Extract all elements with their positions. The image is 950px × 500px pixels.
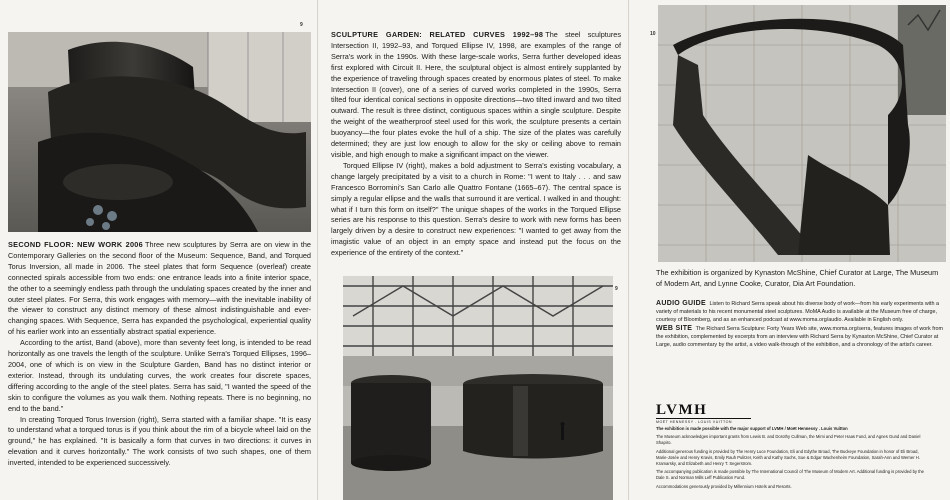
page-number: 9	[615, 286, 618, 292]
exhibition-organizer: The exhibition is organized by Kynaston McShine, Chief Curator at Large, The Museum of Modern Art, and Lynne Cooke, Curator, Dia Art Foundation.	[656, 268, 939, 288]
photo-band-overhead	[658, 5, 946, 262]
second-floor-paragraph-1: Three new sculptures by Serra are on view in the Contemporary Galleries on the second floor of the Museum: Sequence, Band, and Torqued Torus Inversion, all made in 2006. The steel plates that form Sequence (overleaf) create connected spirals accessible from two ends: one entrance leads into a finite interior space, the other to a seemingly endless path through the undulating spaces created by the inner and outer steel plates. For Serra, this work engages with memory—with the inevitable inability of the viewer to construct any distinct memory of these almost indistinguishable and ever-changing spaces. With Sequence, Serra has expanded the psychological, experiential quality of his earlier work into an essentially abstract spatial experience.	[8, 240, 311, 337]
sponsor-line: The accompanying publication is made possible by The International Council of The Museum of Modern Art. Additional funding is provided by the Dale S. and Norman Mills Leff Publication Fund.	[656, 469, 925, 481]
band-photo-drawing	[658, 5, 946, 262]
second-floor-paragraph-3: In creating Torqued Torus Inversion (right), Serra started with a familiar shape. "It is easy to understand what a torqued torus is if you think about the rim of a bicycle wheel laid on the ground," he has explained. "It is basically a form that curves in two directions: it curves in elevation and it curves horizontally." The work consists of two such shapes, one of them inverted, intended to be experienced successively.	[8, 414, 311, 468]
sculpture-garden-heading: SCULPTURE GARDEN: RELATED CURVES 1992–98	[331, 30, 544, 39]
sculpture-garden-paragraph-2: Torqued Ellipse IV (right), makes a bold adjustment to Serra's existing vocabulary, a change largely precipitated by a visit to a church in Rome: "I went to Italy . . . and saw Francesco Borromini's San Carlo alle Quattro Fontane (1665–67). The central space is simply a regular ellipse and the walls that surround it are vertical. I walked in and thought: what if I turn this form on itself?" The unique shapes of the works in the Torqued Ellipse series are his response to this question. Serra's desire to work with new forms has been largely driven by a desire to construct new experiences: "I wanted to get away from the imagistic value of an object in an empty space and instead put the focus on the experience of the entirety of the context."	[331, 160, 621, 258]
second-floor-heading: SECOND FLOOR: NEW WORK 2006	[8, 240, 144, 249]
sculpture-garden-paragraph-1: The steel sculptures Intersection II, 1992–93, and Torqued Ellipse IV, 1998, are examples of the range of Serra's work in the 1990s. With these large-scale works, Serra further developed ideas first explored with Circuit II. Here, the sculptural object is almost entirely supplanted by the experience of traveling through spaces created by enormous plates of steel. To make Intersection II (cover), one of a series of curved works completed in the 1990s, Serra tilted four identical conical sections in opposite directions—two tilted inward and two tilted outward. The result is three distinct, contiguous spaces within a single sculpture. Despite the weight of the weatherproof steel used for this work, the sculpture presents a certain buoyancy—the four plates evoke the hull of a ship. The size of the plates was carefully determined; they are just low enough to allow for the sky or ceiling above to remain visible, and high enough to make a significant impact on the viewer.	[331, 30, 621, 159]
exhibition-info	[656, 300, 946, 351]
left-panel	[0, 0, 318, 500]
second-floor-paragraph-2: According to the artist, Band (above), more than seventy feet long, is intended to be read horizontally as one travels the length of the sculpture. Unlike Serra's Torqued Ellipses, 1996–2004, one of which is on view in the Sculpture Garden, Band has no distinct interior or exterior. Instead, through its undulating curves, the work creates four discrete spaces, differing according to the angle of the steel plates. Serra has said, "I wanted the speed of the skin to configure the volumes as you walk them. Nothing repeats. There is no beginning, no end to the band."	[8, 338, 311, 413]
sculpture-garden-photo-drawing	[343, 276, 613, 500]
sponsor-credits	[656, 426, 926, 492]
second-floor-text	[8, 240, 311, 469]
lvmh-logo: LVMH	[656, 402, 708, 418]
lvmh-logo-subtitle: MOËT HENNESSY . LOUIS VUITTON	[656, 418, 751, 424]
sculpture-garden-text	[331, 30, 621, 259]
web-site-heading: WEB SITE	[656, 325, 693, 333]
sequence-photo-drawing	[8, 32, 311, 232]
audio-guide-text: Listen to Richard Serra speak about his diverse body of work—from his early experiments with a variety of materials to his recent monumental steel sculptures. MoMA Audio is available at the Museum free of charge, courtesy of Bloomberg, and as an enhanced podcast at www.moma.org/audio. Available in English only.	[656, 301, 939, 323]
sponsor-line: The Museum acknowledges important grants from Lewis B. and Dorothy Cullman, the Mimi and Peter Haas Fund, and Agnes Gund and Daniel Shapiro.	[656, 434, 921, 446]
sponsor-line: Additional generous funding is provided by The Henry Luce Foundation, Eli and Edythe Broad, The Buckeye Foundation in honor of Eli Broad, Marie-Josée and Henry Kravis, Emily Rauh Pulitzer, Keith and Kathy Sachs, Sue & Edgar Wachenheim Foundation, Sarah-Ann and Werner H. Kramarsky, and Elizabeth and Henry T. Segerstrom.	[656, 448, 920, 467]
center-panel	[319, 0, 629, 500]
right-panel	[630, 0, 950, 500]
photo-sequence-gallery	[8, 32, 311, 232]
sponsor-line: Accommodations generously provided by Millennium Hotels and Resorts.	[656, 483, 792, 489]
page-number: 9	[300, 22, 303, 28]
web-site-text: The Richard Serra Sculpture: Forty Years Web site, www.moma.org/serra, features images of work from the exhibition, complemented by excerpts from an interview with Richard Serra by Kynaston McShine, Chief Curator at Large, audio commentary by the artist, a video walk-through of the exhibition, and a chronology of the artist's career.	[656, 326, 944, 348]
sponsor-line: The exhibition is made possible with the major support of LVMH / Moët Hennessy . Louis Vuitton	[656, 426, 848, 431]
photo-sculpture-garden	[343, 276, 613, 500]
page-number: 10	[650, 31, 656, 37]
audio-guide-heading: AUDIO GUIDE	[656, 300, 706, 307]
